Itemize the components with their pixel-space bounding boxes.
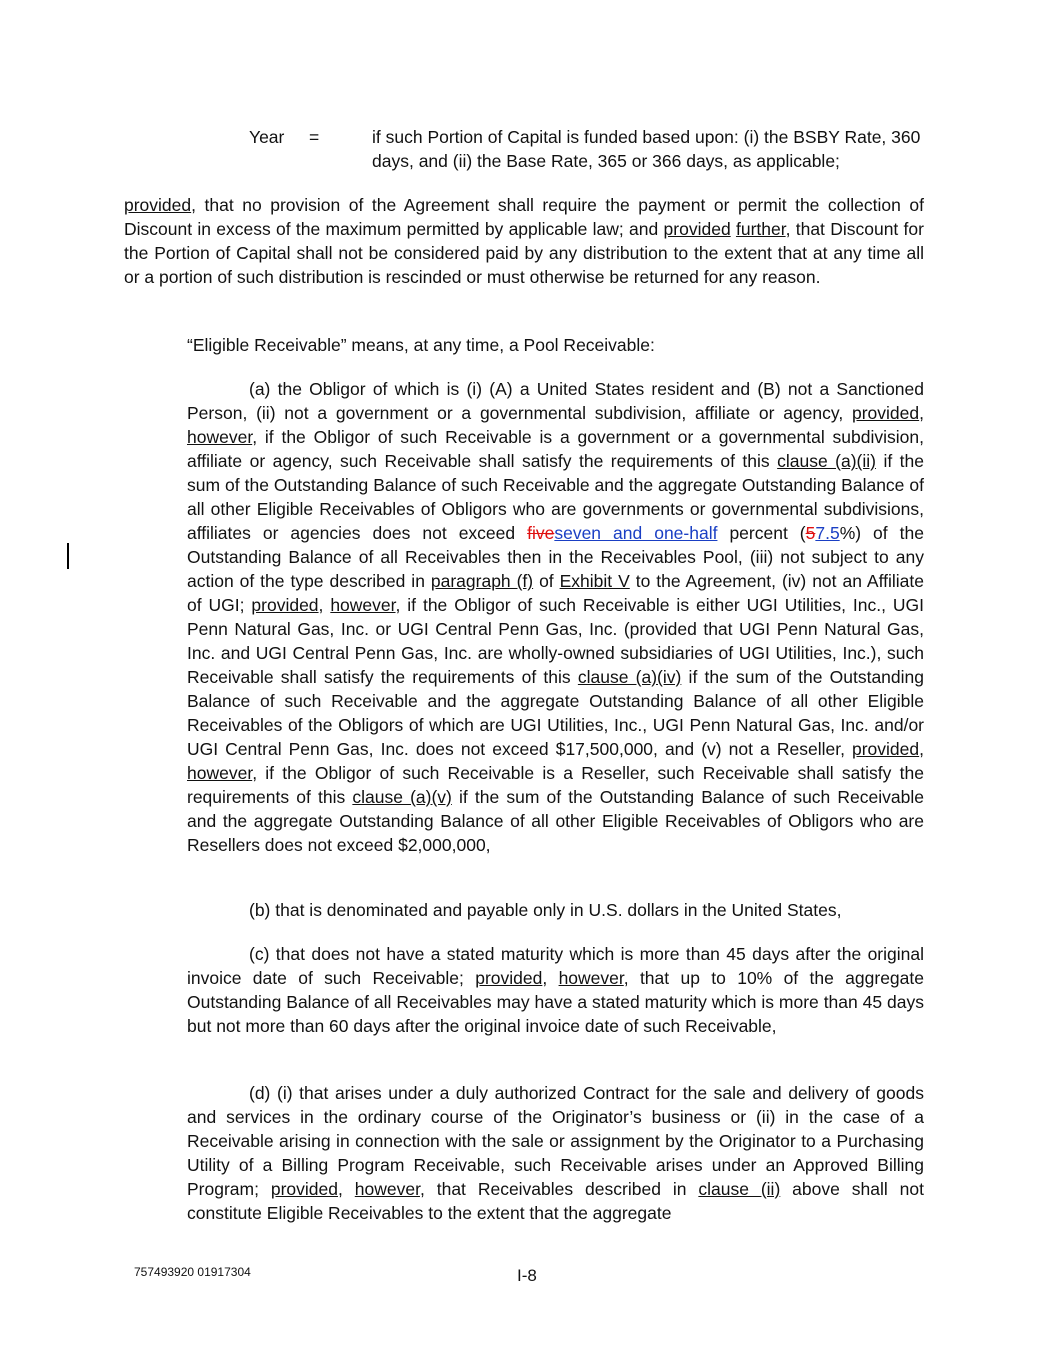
text-run: , — [919, 739, 924, 759]
defined-term-year: Year — [249, 127, 285, 147]
paragraph-b: (b) that is denominated and payable only in U.S. dollars in the United States, — [249, 900, 842, 920]
clause-reference: clause (a)(ii) — [777, 451, 876, 471]
paragraph-c — [187, 942, 924, 1038]
provided-term: provided — [851, 403, 920, 423]
however-term: however — [558, 968, 624, 988]
paragraph-reference: paragraph (f) — [430, 571, 534, 591]
page-number: I-8 — [517, 1266, 537, 1285]
text-run: , if the Obligor of such Receivable is a Reseller, such Receivable shall satisfy the requirements of this — [187, 763, 924, 807]
provided-term: provided — [270, 1179, 339, 1199]
clause-reference: clause (a)(v) — [352, 787, 452, 807]
document-id: 757493920 01917304 — [134, 1265, 251, 1279]
text-run: to the Agreement, (iv) not an Affiliate of UGI; — [187, 571, 924, 615]
text-run: , that Receivables described in — [419, 1179, 699, 1199]
text-run: if the sum of the Outstanding Balance of such Receivable and the aggregate Outstanding Balance of all other Eligible Receivables of Obligors who are Resellers does not exceed $2,000,000, — [187, 787, 924, 855]
text-run: if the sum of the Outstanding Balance of such Receivable and the aggregate Outstanding Balance of all other Eligible Receivables of Obligors who are governments or governmental subdivisions, affiliates or agencies does not exceed — [187, 451, 924, 543]
eligible-receivable-heading: “Eligible Receivable” means, at any time, a Pool Receivable: — [187, 335, 655, 355]
however-term: however — [354, 1179, 420, 1199]
provided-term: provided — [851, 739, 920, 759]
exhibit-reference: Exhibit V — [559, 571, 630, 591]
text-run: %) of the Outstanding Balance of all Receivables then in the Receivables Pool, (iii) not subject to any action of the type described in — [187, 523, 924, 591]
text-run: , that Discount for the Portion of Capital shall not be considered paid by any distribution to the extent that at any time all or a portion of such distribution is rescinded or must otherwise be returned for any reason. — [124, 219, 924, 287]
text-run: , that up to 10% of the aggregate Outstanding Balance of all Receivables may have a stated maturity which is more than 45 days but not more than 60 days after the original invoice date of such Receivable, — [187, 968, 924, 1036]
text-run: , if the Obligor of such Receivable is a government or a governmental subdivision, affiliate or agency, such Receivable shall satisfy the requirements of this — [187, 427, 924, 471]
paragraph-d — [187, 1081, 924, 1225]
deleted-text: five — [527, 523, 555, 543]
provided-term: provided — [124, 195, 192, 215]
text-run: (d) (i) that arises under a duly authorized Contract for the sale and delivery of goods and services in the ordinary course of the Originator’s business or (ii) in the case of a Receivable arising in connection with the sale or assignment by the Originator to a Purchasing Utility of a Billing Program Receivable, such Receivable arises under an Approved Billing Program; — [187, 1083, 924, 1199]
proviso-paragraph — [124, 193, 924, 289]
deleted-text: 5 — [805, 523, 816, 543]
clause-reference: clause (ii) — [698, 1179, 781, 1199]
provided-term: provided — [663, 219, 731, 239]
text-run: , — [318, 595, 331, 615]
however-term: however — [187, 763, 253, 783]
year-definition — [249, 125, 939, 175]
revision-change-bar — [67, 543, 69, 569]
clause-reference: clause (a)(iv) — [577, 667, 682, 687]
further-term: further — [735, 219, 786, 239]
provided-term: provided — [251, 595, 319, 615]
inserted-text: seven and one-half — [554, 523, 718, 543]
text-run: , that no provision of the Agreement shall require the payment or permit the collection of Discount in excess of the maximum permitted by applicable law; and — [124, 195, 924, 239]
however-term: however — [330, 595, 396, 615]
equals-sign: = — [309, 127, 320, 147]
text-run: of — [533, 571, 560, 591]
year-definition-text: if such Portion of Capital is funded based upon: (i) the BSBY Rate, 360 days, and (ii) the Base Rate, 365 or 366 days, as applicable; — [372, 127, 921, 171]
inserted-text: 7.5 — [815, 523, 840, 543]
text-run: , if the Obligor of such Receivable is either UGI Utilities, Inc., UGI Penn Natural Gas, Inc. or UGI Central Penn Gas, Inc. (provided that UGI Penn Natural Gas, Inc. and UGI Central Penn Gas, Inc. are wholly-owned subsidiaries of UGI Utilities, Inc.), such Receivable shall satisfy the requirements of this — [187, 595, 924, 687]
text-run: , — [919, 403, 924, 423]
text-run: , — [542, 968, 559, 988]
text-run: above shall not constitute Eligible Receivables to the extent that the aggregate — [187, 1179, 924, 1223]
provided-term: provided — [475, 968, 543, 988]
text-run: (a) the Obligor of which is (i) (A) a United States resident and (B) not a Sanctioned Person, (ii) not a government or a governmental subdivision, affiliate or agency, — [187, 379, 924, 423]
however-term: however — [187, 427, 253, 447]
text-run: (c) that does not have a stated maturity which is more than 45 days after the original invoice date of such Receivable; — [187, 944, 924, 988]
paragraph-a — [187, 377, 924, 857]
text-run: percent ( — [717, 523, 806, 543]
text-run: , — [338, 1179, 355, 1199]
text-run: if the sum of the Outstanding Balance of such Receivable and the aggregate Outstanding Balance of all other Eligible Receivables of the Obligors of which are UGI Utilities, Inc., UGI Penn Natural Gas, Inc. and/or UGI Central Penn Gas, Inc. does not exceed $17,500,000, and (v) not a Reseller, — [187, 667, 925, 759]
